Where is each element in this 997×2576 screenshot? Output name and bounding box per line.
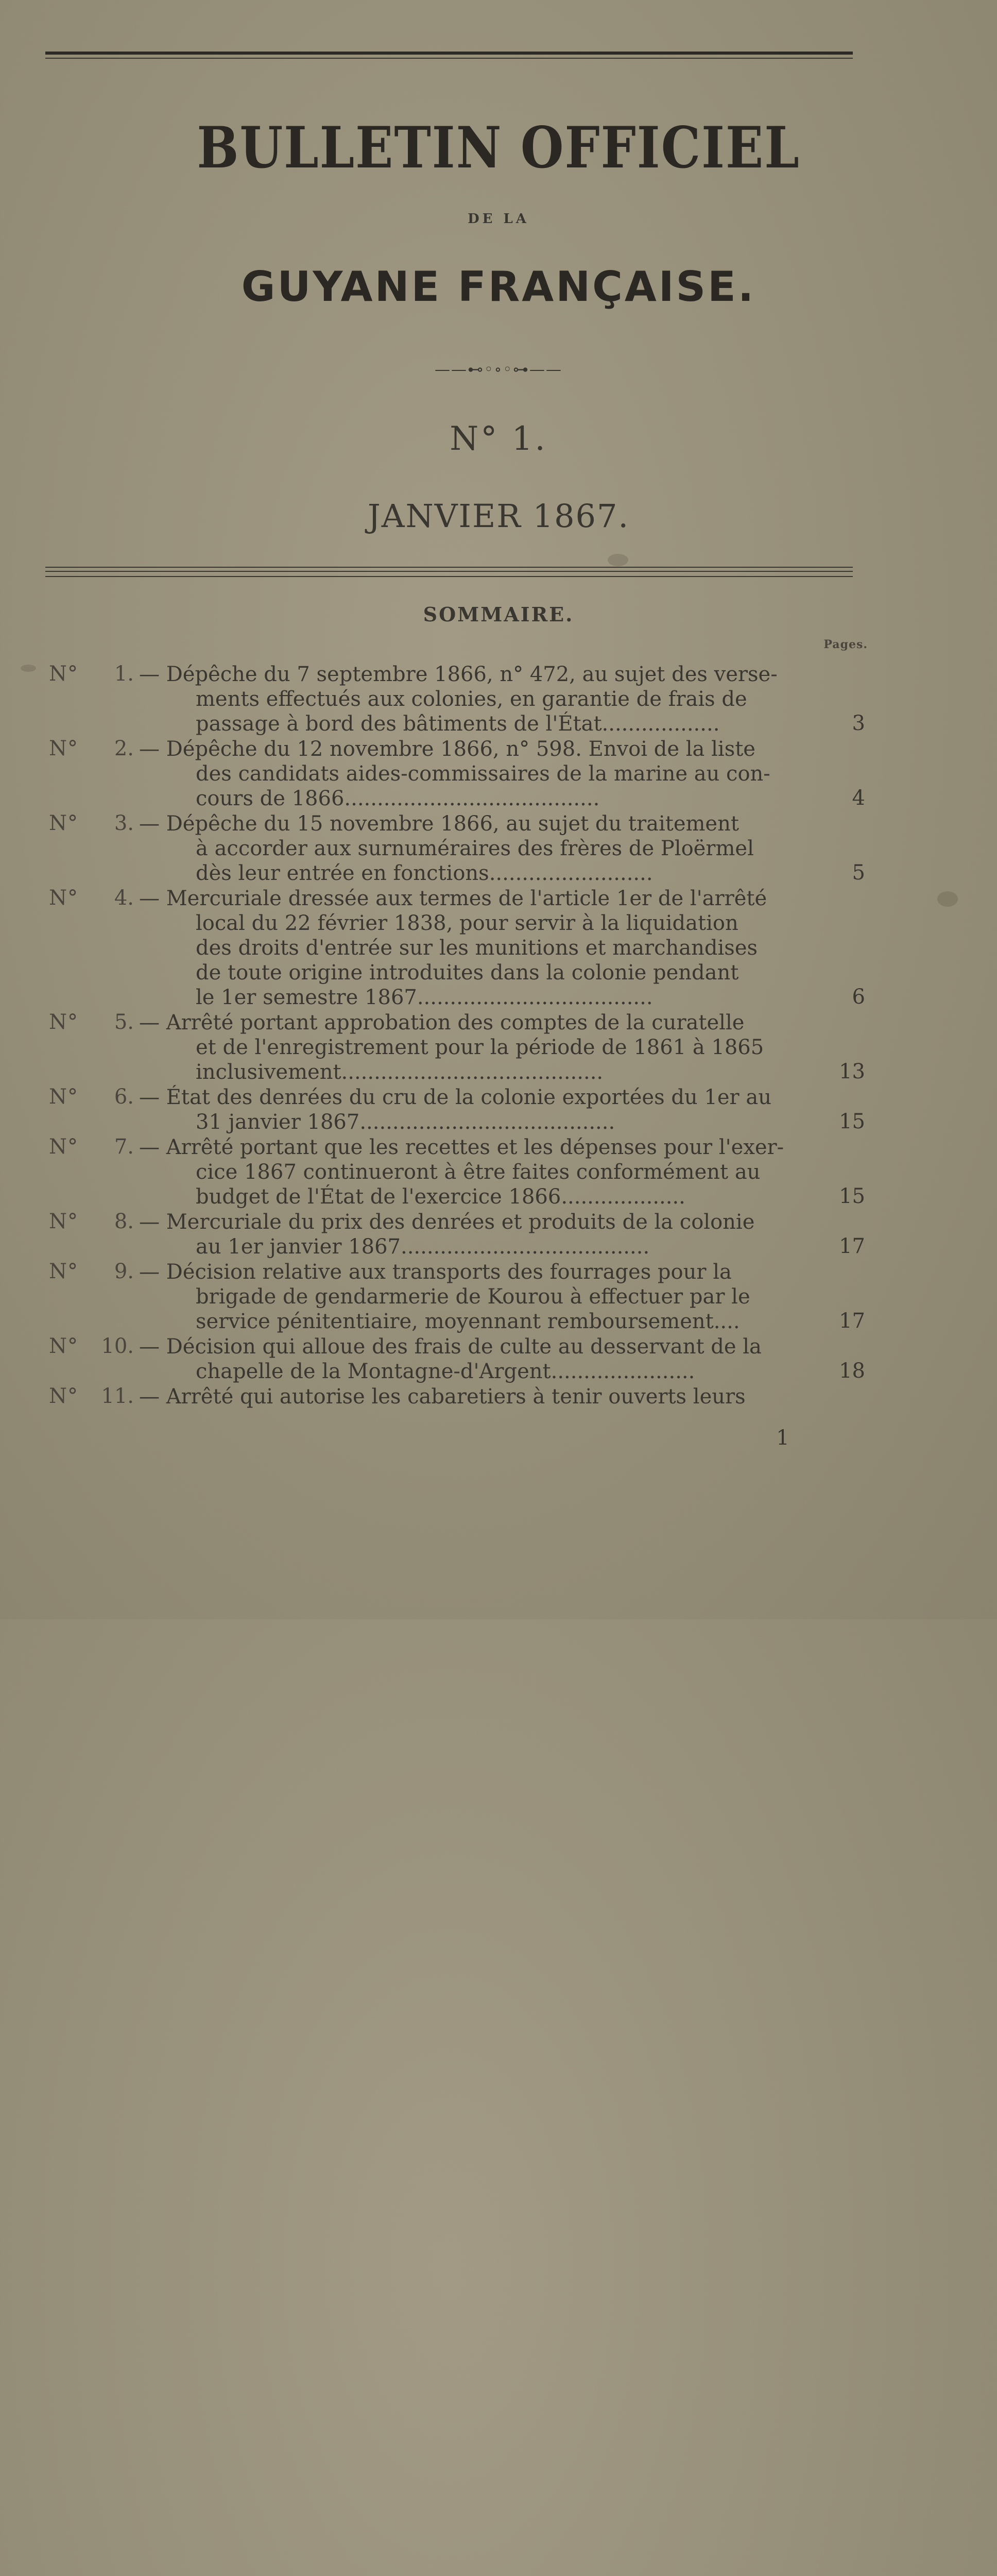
entry-no-label: N°: [49, 1210, 78, 1233]
entry-text: [139, 1085, 814, 1134]
entry-text-line: — État des denrées du cru de la colonie exportées du 1er au: [139, 1086, 771, 1109]
entry-text-line: — Arrêté portant approbation des comptes de la curatelle: [139, 1011, 745, 1035]
entry-text-line: — Dépêche du 15 novembre 1866, au sujet du traitement: [139, 812, 739, 836]
entry-text-line: budget de l'État de l'exercice 1866...................: [196, 1185, 685, 1209]
entry-text-line: 31 janvier 1867.......................................: [196, 1110, 615, 1134]
title-de-la: DE LA: [468, 211, 529, 227]
entry-text-line: — Décision qui alloue des frais de culte au desservant de la: [139, 1335, 762, 1359]
signature-number: 1: [776, 1426, 789, 1450]
entry-text-line: — Décision relative aux transports des fourrages pour la: [139, 1260, 732, 1284]
entry-page-number: 6: [852, 985, 865, 1009]
entry-text-line: cice 1867 continueront à être faites conformément au: [196, 1160, 761, 1184]
entry-no-label: N°: [49, 1010, 78, 1034]
entry-text: [139, 886, 814, 1010]
entry-text-line: — Mercuriale dressée aux termes de l'article 1er de l'arrêté: [139, 887, 767, 910]
entry-page-number: 17: [839, 1309, 865, 1333]
entry-text-line: service pénitentiaire, moyennant remboursement....: [196, 1310, 740, 1333]
entry-text: [139, 1210, 814, 1259]
entry-number: 4.: [114, 886, 134, 910]
entry-no-label: N°: [49, 662, 78, 686]
sommaire-heading: SOMMAIRE.: [423, 603, 574, 626]
entry-no-label: N°: [49, 886, 78, 910]
top-rule: [45, 52, 853, 55]
entry-text-line: — Dépêche du 7 septembre 1866, n° 472, au sujet des verse-: [139, 663, 778, 686]
entry-page-number: 18: [839, 1359, 865, 1383]
entry-text-line: inclusivement........................................: [196, 1060, 604, 1084]
entry-page-number: [824, 1384, 865, 2576]
entry-text-line: des candidats aides-commissaires de la marine au con-: [196, 762, 770, 786]
entry-number: 6.: [114, 1085, 134, 1109]
entry-text: [139, 1010, 814, 1084]
entry-page-number: 13: [839, 1060, 865, 1083]
entry-no-label: N°: [49, 1334, 78, 1358]
bulletin-title: BULLETIN OFFICIEL: [197, 114, 800, 181]
issue-number: N° 1.: [450, 420, 547, 458]
entry-number: 10.: [101, 1334, 134, 1358]
entry-text-line: de toute origine introduites dans la colonie pendant: [196, 961, 739, 985]
entry-text: [139, 1334, 814, 1384]
mid-rule-2: [45, 571, 853, 572]
entry-page-number: 5: [852, 861, 865, 885]
ink-blot: [608, 554, 628, 566]
entry-page-number: 17: [839, 1234, 865, 1258]
entry-page-number: 3: [852, 711, 865, 735]
entry-page-number: 4: [852, 786, 865, 810]
entry-text-line: à accorder aux surnuméraires des frères de Ploërmel: [196, 837, 754, 860]
entry-text: [139, 662, 814, 736]
entry-text-line: local du 22 février 1838, pour servir à la liquidation: [196, 911, 738, 935]
entry-text-line: des droits d'entrée sur les munitions et marchandises: [196, 936, 758, 960]
issue-date: JANVIER 1867.: [367, 497, 630, 535]
entry-no-label: N°: [49, 1085, 78, 1109]
entry-number: 5.: [114, 1010, 134, 1034]
entry-text-line: — Arrêté qui autorise les cabaretiers à tenir ouverts leurs: [139, 1385, 746, 1409]
entry-number: 8.: [114, 1210, 134, 1233]
ink-blot: [937, 891, 958, 907]
entry-number: 9.: [114, 1260, 134, 1283]
entry-text-line: — Arrêté portant que les recettes et les dépenses pour l'exer-: [139, 1136, 784, 1159]
entry-text-line: ments effectués aux colonies, en garantie de frais de: [196, 687, 747, 711]
top-rule-thin: [45, 58, 853, 59]
mid-rule-3: [45, 576, 853, 577]
ink-blot: [21, 665, 36, 672]
entry-text: [139, 1384, 814, 1409]
entry-no-label: N°: [49, 1135, 78, 1159]
entry-number: 11.: [101, 1384, 134, 1408]
entry-page-number: 15: [839, 1110, 865, 1133]
entry-no-label: N°: [49, 1260, 78, 1283]
entry-number: 1.: [114, 662, 134, 686]
entry-text: [139, 1135, 814, 1209]
entry-page-number: 15: [839, 1184, 865, 1208]
entry-text: [139, 1260, 814, 1334]
entry-text: [139, 811, 814, 886]
entry-text-line: — Mercuriale du prix des denrées et produits de la colonie: [139, 1210, 755, 1234]
entry-no-label: N°: [49, 811, 78, 835]
entry-text-line: passage à bord des bâtiments de l'État..................: [196, 712, 720, 736]
entry-text-line: cours de 1866.......................................: [196, 787, 600, 810]
entry-text: [139, 737, 814, 811]
entry-text-line: chapelle de la Montagne-d'Argent......................: [196, 1360, 695, 1383]
entry-no-label: N°: [49, 737, 78, 760]
entry-text-line: brigade de gendarmerie de Kourou à effectuer par le: [196, 1285, 750, 1309]
entry-no-label: N°: [49, 1384, 78, 1408]
entry-number: 3.: [114, 811, 134, 835]
entry-text-line: dès leur entrée en fonctions.........................: [196, 861, 653, 885]
entry-text-line: — Dépêche du 12 novembre 1866, n° 598. Envoi de la liste: [139, 737, 755, 761]
entry-number: 7.: [114, 1135, 134, 1159]
entry-text-line: et de l'enregistrement pour la période de 1861 à 1865: [196, 1036, 764, 1059]
mid-rule-1: [45, 567, 853, 568]
ornament-divider: ——⊷◦∘◦⊶——: [434, 361, 563, 379]
entry-text-line: au 1er janvier 1867......................................: [196, 1235, 650, 1259]
pages-column-label: Pages.: [823, 638, 868, 651]
entry-text-line: le 1er semestre 1867....................................: [196, 986, 653, 1009]
guyane-title: GUYANE FRANÇAISE.: [241, 263, 756, 311]
entry-number: 2.: [114, 737, 134, 760]
